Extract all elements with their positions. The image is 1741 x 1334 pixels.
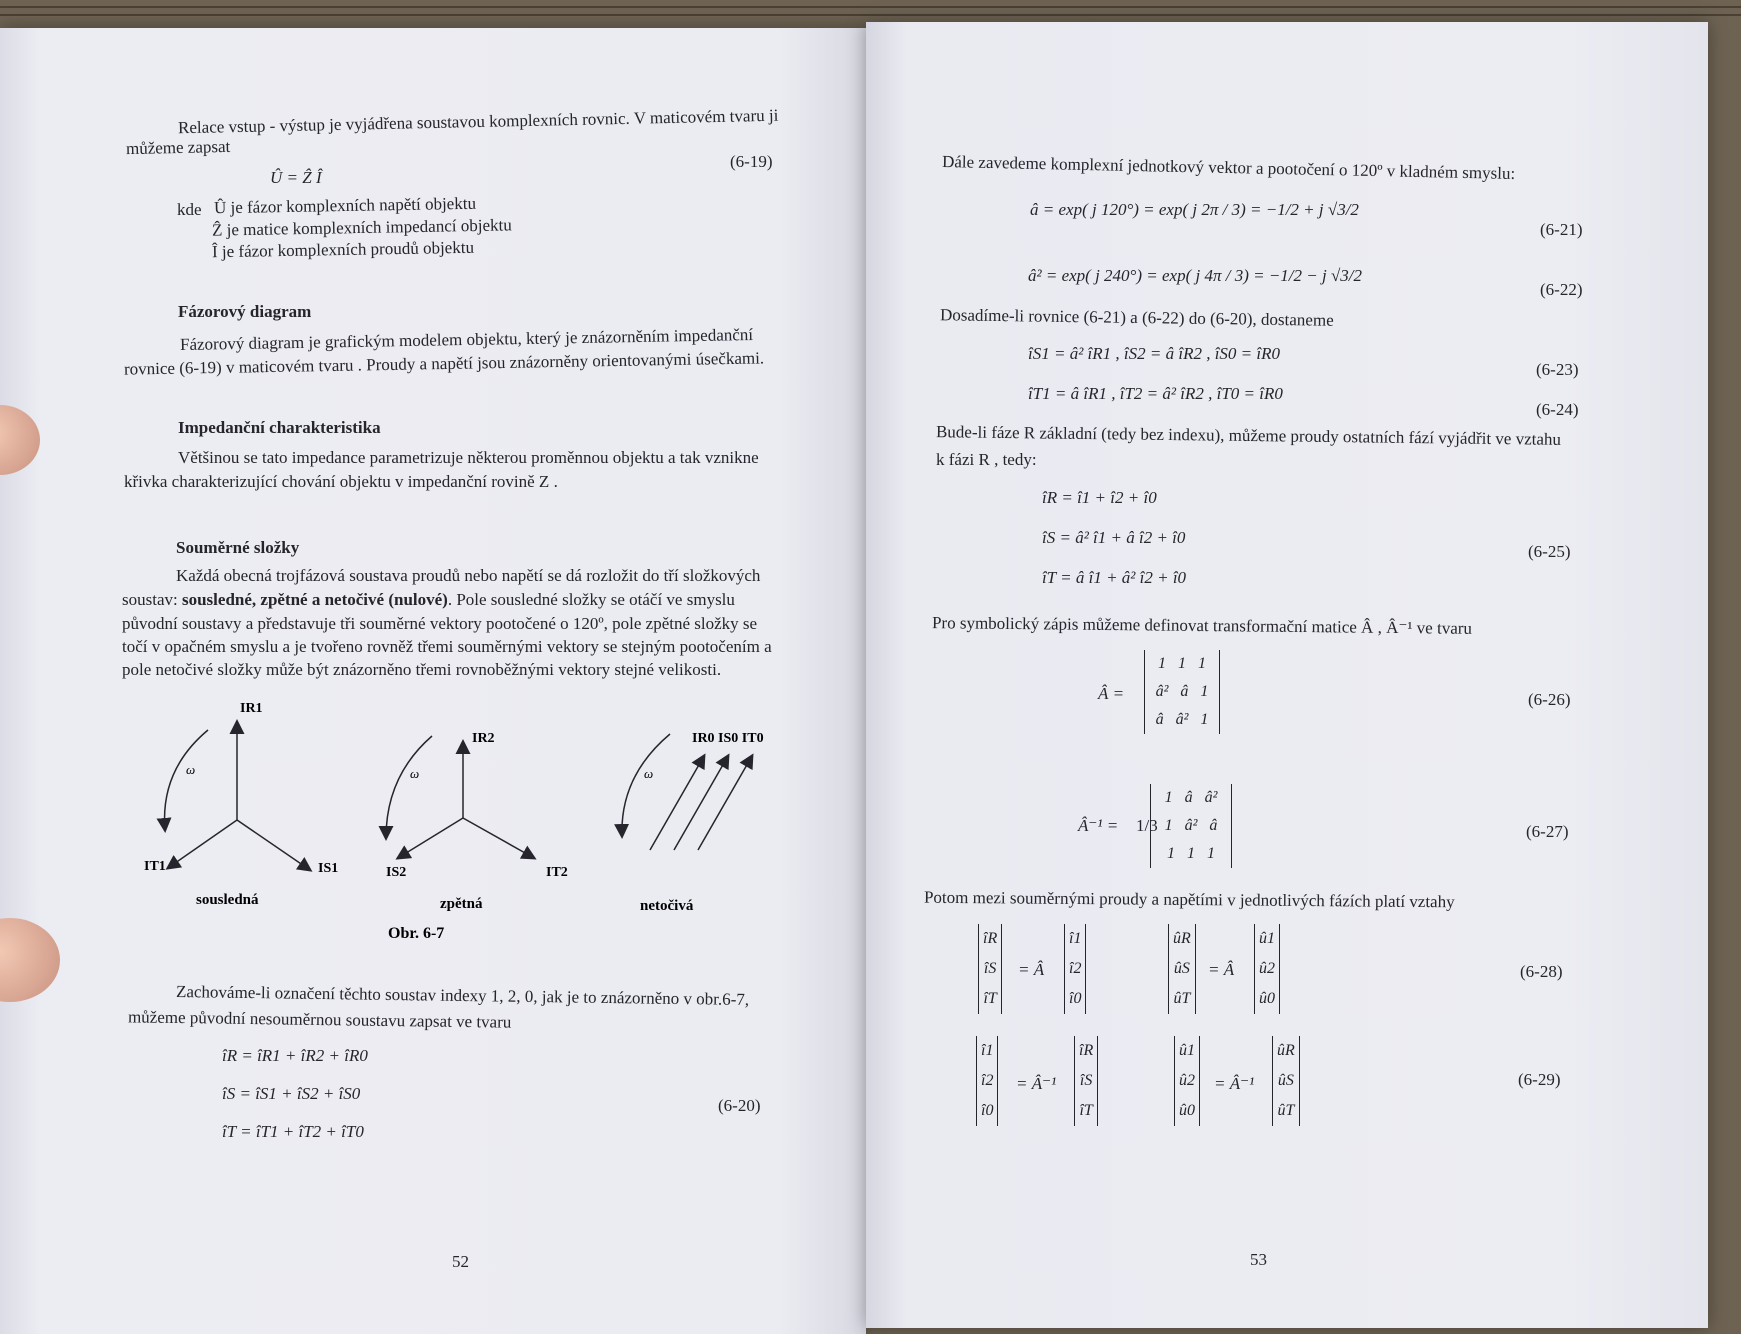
m27-r2c2: 1: [1207, 845, 1215, 862]
omega-label-3: ω: [644, 766, 654, 781]
equation-6-20-r: îR = îR1 + îR2 + îR0: [222, 1046, 368, 1065]
soumerne-p2-a: soustav:: [122, 590, 178, 609]
m27-r0c2: â²: [1204, 789, 1218, 806]
omega-label-1: ω: [186, 762, 196, 777]
operator-6-29-a: = Â⁻¹: [1016, 1074, 1057, 1093]
intro-line-2: můžeme zapsat: [125, 136, 231, 159]
figure-label: Obr. 6-7: [388, 925, 445, 942]
equation-6-22: â² = exp( j 240°) = exp( j 4π / 3) = −1/2 − j √3/2: [1028, 266, 1363, 285]
operator-6-28-b: = Â: [1208, 960, 1235, 979]
vector-it2: [463, 818, 534, 858]
m26-r0c0: 1: [1158, 655, 1166, 672]
diagram-zpetna: [386, 731, 568, 942]
soumerne-paragraph-2: [122, 590, 735, 610]
equation-number-6-20: (6-20): [718, 1096, 761, 1115]
label-i0: IR0 IS0 IT0: [692, 731, 764, 746]
v29a-l2: î0: [981, 1102, 994, 1119]
vector-6-29-b-rhs: [1272, 1036, 1300, 1126]
matrix-6-27: [1150, 784, 1232, 868]
zachovame-paragraph-1: Zachováme-li označení těchto soustav indexy 1, 2, 0, jak je to znázorněno v obr.6-7,: [175, 982, 750, 1010]
label-is1: IS1: [318, 861, 339, 876]
m27-r1c1: â²: [1184, 817, 1198, 834]
v29a-r2: îT: [1079, 1102, 1093, 1119]
equation-number-6-23: (6-23): [1536, 360, 1579, 379]
label-is2: IS2: [386, 865, 407, 880]
vector-is2: [398, 818, 463, 858]
wood-grain: [0, 6, 1741, 8]
v28b-l1: ûS: [1173, 960, 1190, 977]
vector-it1: [168, 820, 237, 868]
equation-6-25-s: îS = â² î1 + â î2 + î0: [1042, 528, 1186, 547]
soumerne-paragraph-5: pole netočivé složky může být znázorněno třemi rovnoběžnými vektory stejné velikosti.: [122, 660, 722, 679]
equation-number-6-27: (6-27): [1526, 822, 1569, 841]
m26-r1c1: â: [1180, 683, 1189, 700]
vector-6-29-b-lhs: [1174, 1036, 1200, 1126]
fazorovy-paragraph-2: rovnice (6-19) v maticovém tvaru . Proudy a napětí jsou znázorněny orientovanými úsečkami.: [123, 348, 765, 379]
label-it1: IT1: [144, 859, 166, 874]
m27-r2c0: 1: [1167, 845, 1175, 862]
v28a-r2: î0: [1069, 990, 1082, 1007]
definition-z: Ẑ je matice komplexních impedancí objektu: [211, 215, 512, 240]
equation-number-6-21: (6-21): [1540, 220, 1583, 239]
equation-6-27-fraction: 1/3: [1136, 816, 1158, 835]
definition-i: Î je fázor komplexních proudů objektu: [211, 237, 475, 262]
equation-number-6-28: (6-28): [1520, 962, 1563, 981]
equation-6-27-lhs: Â⁻¹ =: [1078, 816, 1119, 835]
v29b-r0: ûR: [1277, 1042, 1295, 1059]
equation-6-20-t: îT = îT1 + îT2 + îT0: [222, 1122, 364, 1141]
matrix-6-26: [1144, 650, 1220, 734]
budeli-line-2: k fázi R , tedy:: [936, 450, 1037, 469]
pro-symbolicky-line: Pro symbolický zápis můžeme definovat transformační matice Â , Â⁻¹ ve tvaru: [931, 613, 1473, 638]
v28a-r1: î2: [1069, 960, 1082, 977]
equation-6-25-r: îR = î1 + î2 + î0: [1042, 488, 1157, 507]
budeli-line-1: Bude-li fáze R základní (tedy bez indexu), můžeme proudy ostatních fází vyjádřit ve vztahu: [935, 422, 1562, 449]
v28b-r1: û2: [1259, 960, 1275, 977]
m27-r0c1: â: [1184, 789, 1193, 806]
v28a-l2: îT: [983, 990, 997, 1007]
m26-r0c1: 1: [1178, 655, 1186, 672]
vector-it0: [698, 756, 752, 850]
equation-6-21: â = exp( j 120°) = exp( j 2π / 3) = −1/2 + j √3/2: [1030, 200, 1359, 219]
phasor-diagram-figure: [130, 690, 810, 950]
equation-6-19: Û = Ẑ Î: [270, 168, 322, 187]
equation-6-25-t: îT = â î1 + â² î2 + î0: [1042, 568, 1187, 587]
vector-6-28-a-lhs: [978, 924, 1002, 1014]
vector-ir0: [650, 756, 704, 850]
vector-6-28-b-rhs: [1254, 924, 1280, 1014]
impedancni-paragraph-2: křivka charakterizující chování objektu v impedanční rovině Z .: [124, 472, 558, 491]
impedancni-paragraph-1: Většinou se tato impedance parametrizuje některou proměnnou objektu a tak vznikne: [178, 448, 759, 467]
soumerne-paragraph-4: točí v opačném smyslu a je tvořeno rovněž třemi souměrnými vektory se stejným pootočením a: [122, 637, 772, 656]
m27-r2c1: 1: [1187, 845, 1195, 862]
equation-number-6-22: (6-22): [1540, 280, 1583, 299]
equation-number-6-24: (6-24): [1536, 400, 1579, 419]
v29b-l2: û0: [1179, 1102, 1195, 1119]
dale-line: Dále zavedeme komplexní jednotkový vektor a pootočení o 120º v kladném smyslu:: [941, 151, 1516, 184]
v28b-r0: û1: [1259, 930, 1275, 947]
v29b-l0: û1: [1179, 1042, 1195, 1059]
operator-6-28-a: = Â: [1018, 960, 1045, 979]
fazorovy-paragraph-1: Fázorový diagram je grafickým modelem objektu, který je znázorněním impedanční: [179, 325, 754, 354]
v28a-l0: îR: [983, 930, 998, 947]
m26-r1c2: 1: [1200, 683, 1209, 700]
page-number-left: 52: [452, 1252, 469, 1271]
v29b-r1: ûS: [1277, 1072, 1294, 1089]
equation-6-26-lhs: Â =: [1098, 684, 1125, 703]
soumerne-p2-c: . Pole sousledné složky se otáčí ve smyslu: [447, 590, 735, 609]
intro-line-1: Relace vstup - výstup je vyjádřena soustavou komplexních rovnic. V maticovém tvaru ji: [177, 105, 779, 138]
heading-fazorovy-diagram: Fázorový diagram: [178, 302, 312, 321]
v28a-r0: î1: [1069, 930, 1082, 947]
vector-is1: [237, 820, 310, 870]
m26-r2c0: â: [1155, 711, 1164, 728]
v29a-l0: î1: [981, 1042, 994, 1059]
potom-line: Potom mezi souměrnými proudy a napětími v jednotlivých fázích platí vztahy: [923, 887, 1455, 912]
equation-6-23: îS1 = â² îR1 , îS2 = â îR2 , îS0 = îR0: [1028, 344, 1281, 363]
m26-r2c1: â²: [1175, 711, 1189, 728]
m26-r1c0: â²: [1155, 683, 1169, 700]
omega-arc-2: [386, 736, 432, 838]
vector-6-28-b-lhs: [1168, 924, 1196, 1014]
v29a-r0: îR: [1079, 1042, 1094, 1059]
omega-label-2: ω: [410, 766, 420, 781]
heading-soumerne-slozky: Souměrné složky: [176, 538, 300, 557]
v29b-l1: û2: [1179, 1072, 1195, 1089]
m26-r0c2: 1: [1198, 655, 1206, 672]
equation-number-6-25: (6-25): [1528, 542, 1571, 561]
zachovame-paragraph-2: můžeme původní nesouměrnou soustavu zapsat ve tvaru: [127, 1007, 512, 1032]
vector-6-29-a-lhs: [976, 1036, 998, 1126]
soumerne-paragraph-1: Každá obecná trojfázová soustava proudů nebo napětí se dá rozložit do tří složkových: [176, 566, 761, 585]
equation-6-20-s: îS = îS1 + îS2 + îS0: [222, 1084, 361, 1103]
equation-6-24: îT1 = â îR1 , îT2 = â² îR2 , îT0 = îR0: [1028, 384, 1283, 403]
m27-r0c0: 1: [1164, 789, 1173, 806]
equation-number-6-19: (6-19): [730, 152, 773, 171]
wood-grain: [0, 14, 1741, 16]
v28b-r2: û0: [1259, 990, 1275, 1007]
vector-6-29-a-rhs: [1074, 1036, 1098, 1126]
caption-sousledna: sousledná: [196, 892, 259, 908]
m27-r1c0: 1: [1164, 817, 1173, 834]
equation-number-6-29: (6-29): [1518, 1070, 1561, 1089]
operator-6-29-b: = Â⁻¹: [1214, 1074, 1255, 1093]
label-ir2: IR2: [472, 731, 495, 746]
caption-netociva: netočivá: [640, 898, 694, 914]
m27-r1c2: â: [1209, 817, 1218, 834]
definition-u: Û je fázor komplexních napětí objektu: [213, 193, 477, 218]
omega-arc-3: [622, 734, 670, 836]
soumerne-p2-bold: sousledné, zpětné a netočivé (nulové): [181, 590, 448, 609]
v29a-r1: îS: [1079, 1072, 1093, 1089]
page-number-right: 53: [1250, 1250, 1267, 1269]
caption-zpetna: zpětná: [440, 896, 483, 912]
diagram-sousledna: [144, 701, 338, 908]
vector-is0: [674, 756, 728, 850]
heading-impedancni-charakteristika: Impedanční charakteristika: [178, 418, 381, 437]
kde-label: kde: [177, 200, 202, 219]
diagram-netociva: [622, 731, 764, 914]
vector-6-28-a-rhs: [1064, 924, 1086, 1014]
v28a-l1: îS: [983, 960, 997, 977]
v29a-l1: î2: [981, 1072, 994, 1089]
soumerne-paragraph-3: původní soustavy a představuje tři souměrné vektory pootočené o 120º, pole zpětné složky se: [122, 614, 758, 633]
m26-r2c2: 1: [1200, 711, 1209, 728]
dosadime-line: Dosadíme-li rovnice (6-21) a (6-22) do (6-20), dostaneme: [939, 305, 1334, 330]
equation-number-6-26: (6-26): [1528, 690, 1571, 709]
label-it2: IT2: [546, 865, 568, 880]
v28b-l2: ûT: [1173, 990, 1191, 1007]
v28b-l0: ûR: [1173, 930, 1191, 947]
label-ir1: IR1: [240, 701, 263, 716]
v29b-r2: ûT: [1277, 1102, 1295, 1119]
omega-arc-1: [165, 730, 208, 830]
